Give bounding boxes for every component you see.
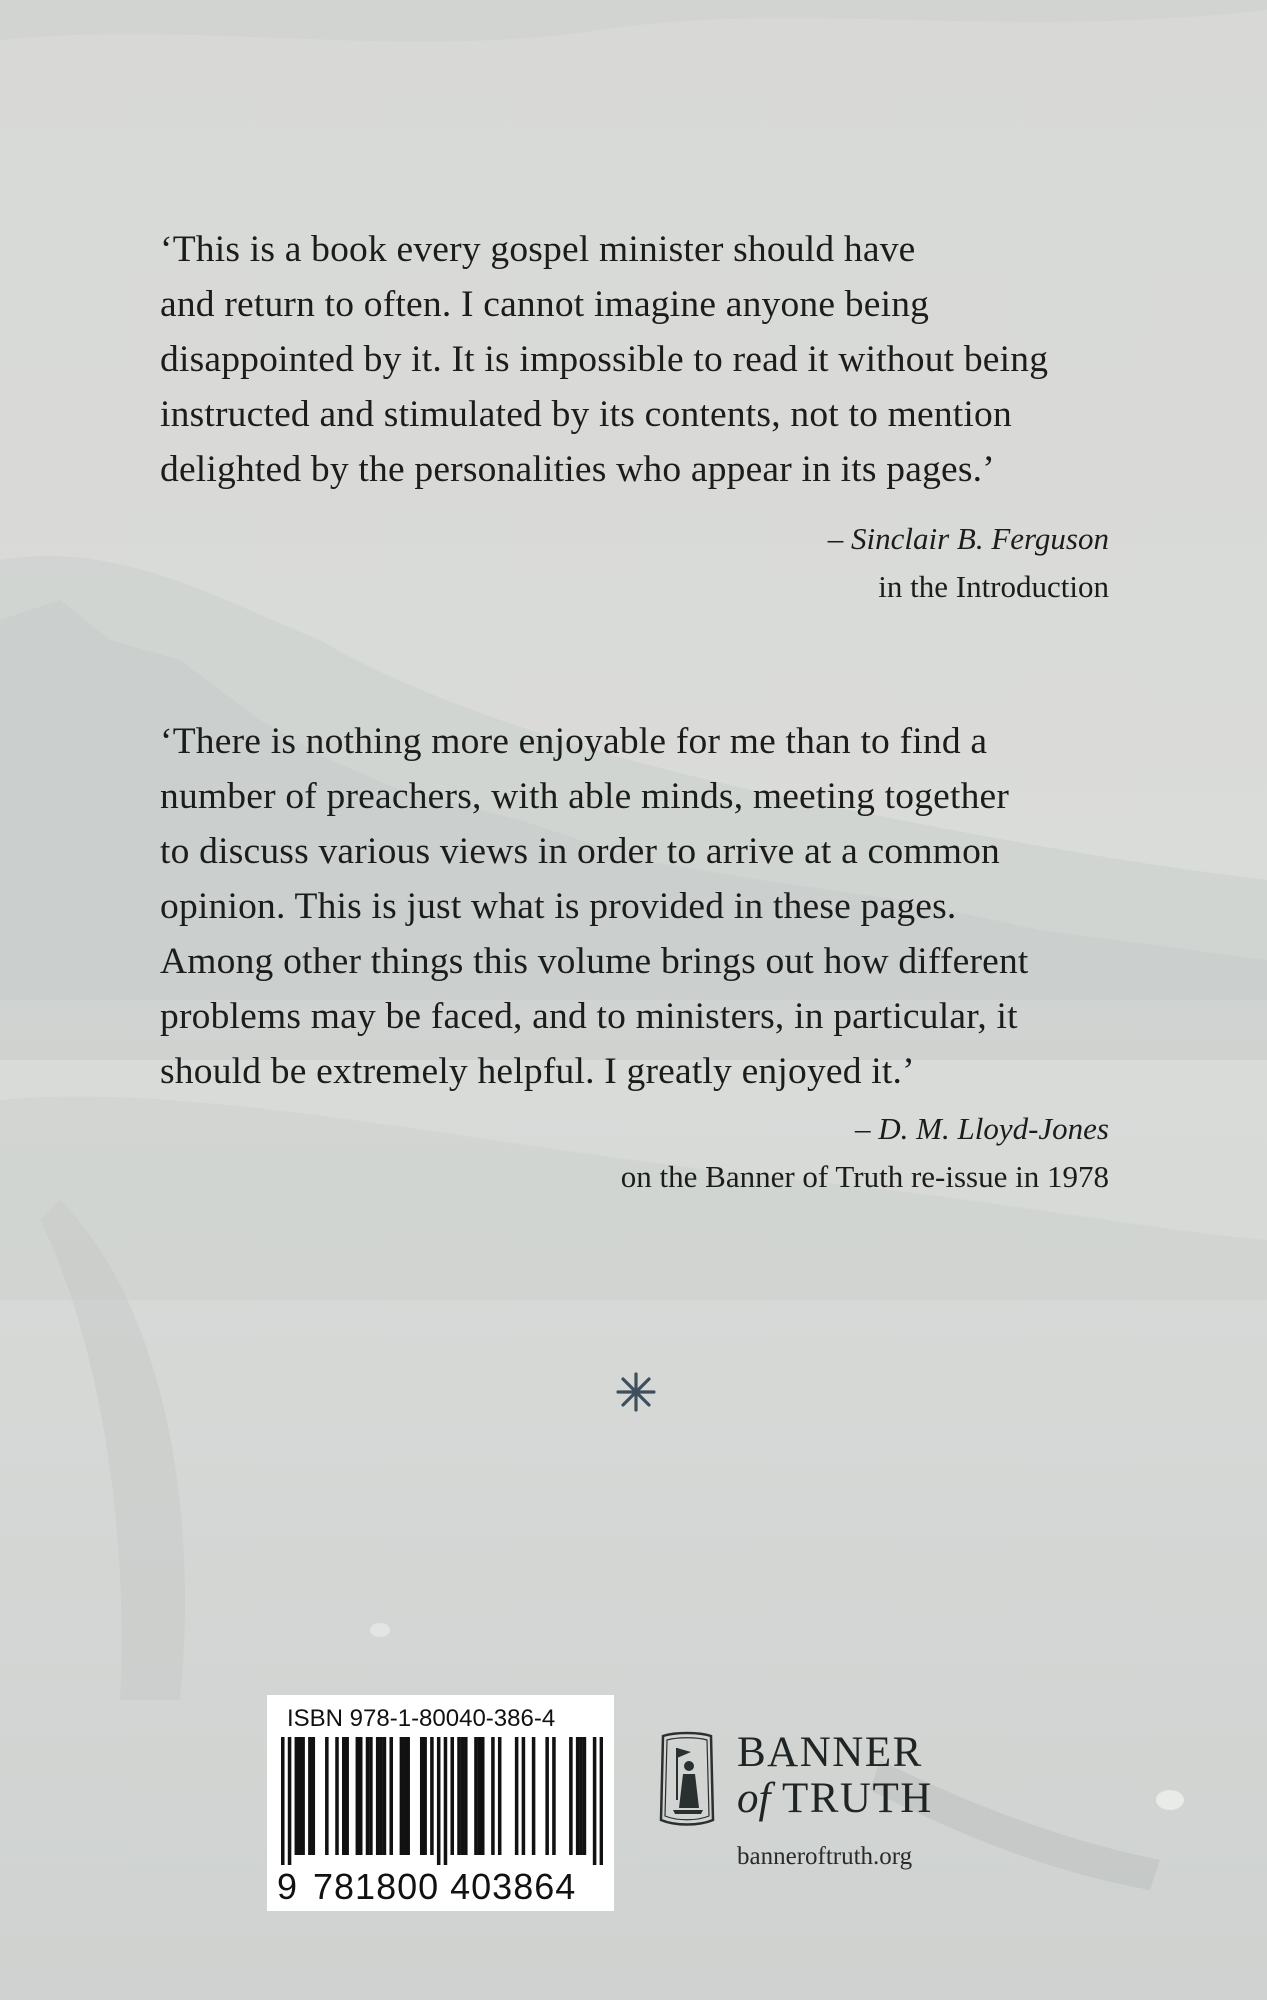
barcode-bar — [457, 1737, 461, 1855]
quote-lloyd-jones — [160, 714, 1029, 1099]
quote-line: and return to often. I cannot imagine anyone being — [160, 284, 930, 325]
barcode-bar — [369, 1737, 373, 1855]
barcode-bar — [569, 1737, 573, 1855]
barcode-bar — [312, 1737, 316, 1855]
attribution-context: in the Introduction — [878, 569, 1109, 604]
barcode-bar — [335, 1737, 339, 1855]
barcode-bar — [444, 1737, 448, 1865]
barcode-bar — [389, 1737, 393, 1855]
barcode-bar — [576, 1737, 580, 1855]
ean-number: 781800 403864 — [313, 1866, 577, 1907]
quote-line: should be extremely helpful. I greatly enjoyed it.’ — [160, 1051, 915, 1092]
ean-first-digit: 9 — [277, 1866, 299, 1907]
attribution-context: on the Banner of Truth re-issue in 1978 — [620, 1159, 1109, 1194]
barcode-bar — [356, 1737, 360, 1855]
barcode-bar — [522, 1737, 526, 1855]
quote-line: problems may be faced, and to ministers, in particular, it — [160, 996, 1018, 1037]
barcode-bar — [288, 1737, 292, 1865]
barcode-bar — [498, 1737, 502, 1855]
barcode-bar — [515, 1737, 519, 1855]
attribution-author: – Sinclair B. Ferguson — [827, 521, 1109, 556]
barcode-bar — [552, 1737, 556, 1855]
barcode-bar — [481, 1737, 485, 1855]
quote-line: opinion. This is just what is provided in these pages. — [160, 886, 957, 927]
barcode-bar — [376, 1737, 380, 1855]
publisher-logo — [655, 1726, 955, 1896]
barcode-bar — [461, 1737, 465, 1855]
barcode-bar — [545, 1737, 549, 1855]
publisher-name-truth: TRUTH — [781, 1775, 933, 1822]
publisher-name-line1: BANNER — [737, 1729, 923, 1776]
barcode-bar — [281, 1737, 285, 1865]
barcode-bar — [491, 1737, 495, 1855]
barcode-bar — [298, 1737, 302, 1855]
barcode-bar — [430, 1737, 434, 1855]
publisher-url: banneroftruth.org — [737, 1843, 913, 1870]
quote-line: delighted by the personalities who appear in its pages.’ — [160, 449, 995, 490]
barcode-bar — [308, 1737, 312, 1855]
barcode-bar — [583, 1737, 587, 1855]
barcode-bar — [366, 1737, 370, 1855]
barcode-bar — [379, 1737, 383, 1855]
barcode-bar — [450, 1737, 454, 1855]
barcode-bar — [600, 1737, 603, 1865]
barcode-bar — [295, 1737, 299, 1855]
barcode-bar — [345, 1737, 349, 1855]
barcode-bar — [579, 1737, 583, 1855]
asterisk-ornament-icon — [614, 1370, 658, 1414]
barcode-bar — [423, 1737, 427, 1855]
attribution-lloyd-jones — [621, 1105, 1109, 1201]
isbn-barcode — [267, 1695, 614, 1911]
barcode-bar — [593, 1737, 597, 1865]
publisher-name-of: of — [737, 1775, 771, 1822]
barcode-bar — [359, 1737, 363, 1855]
quote-line: Among other things this volume brings out how different — [160, 941, 1029, 982]
quote-line: ‘This is a book every gospel minister should have — [160, 229, 916, 270]
attribution-ferguson — [828, 515, 1109, 611]
quote-line: disappointed by it. It is impossible to read it without being — [160, 339, 1049, 380]
quote-line: number of preachers, with able minds, meeting together — [160, 776, 1010, 817]
barcode-bar — [478, 1737, 482, 1855]
barcode-bars — [281, 1737, 603, 1865]
barcode-bar — [301, 1737, 305, 1855]
barcode-bar — [464, 1737, 468, 1855]
quote-line: ‘There is nothing more enjoyable for me than to find a — [160, 721, 988, 762]
barcode-bar — [325, 1737, 329, 1855]
banner-of-truth-emblem-icon — [655, 1730, 719, 1830]
barcode-bar — [403, 1737, 407, 1855]
quote-line: instructed and stimulated by its contents, not to mention — [160, 394, 1012, 435]
attribution-author: – D. M. Lloyd-Jones — [855, 1111, 1109, 1146]
barcode-bar — [400, 1737, 404, 1855]
isbn-label: ISBN 978-1-80040-386-4 — [287, 1705, 556, 1732]
quote-ferguson — [160, 222, 1048, 497]
publisher-name-line2 — [737, 1776, 933, 1822]
barcode-bar — [406, 1737, 410, 1855]
barcode-bar — [474, 1737, 478, 1855]
quote-line: to discuss various views in order to arrive at a common — [160, 831, 1000, 872]
barcode-bar — [383, 1737, 387, 1855]
barcode-bar — [420, 1737, 424, 1855]
barcode-bar — [532, 1737, 536, 1855]
barcode-bar — [342, 1737, 346, 1855]
barcode-bar — [437, 1737, 441, 1865]
